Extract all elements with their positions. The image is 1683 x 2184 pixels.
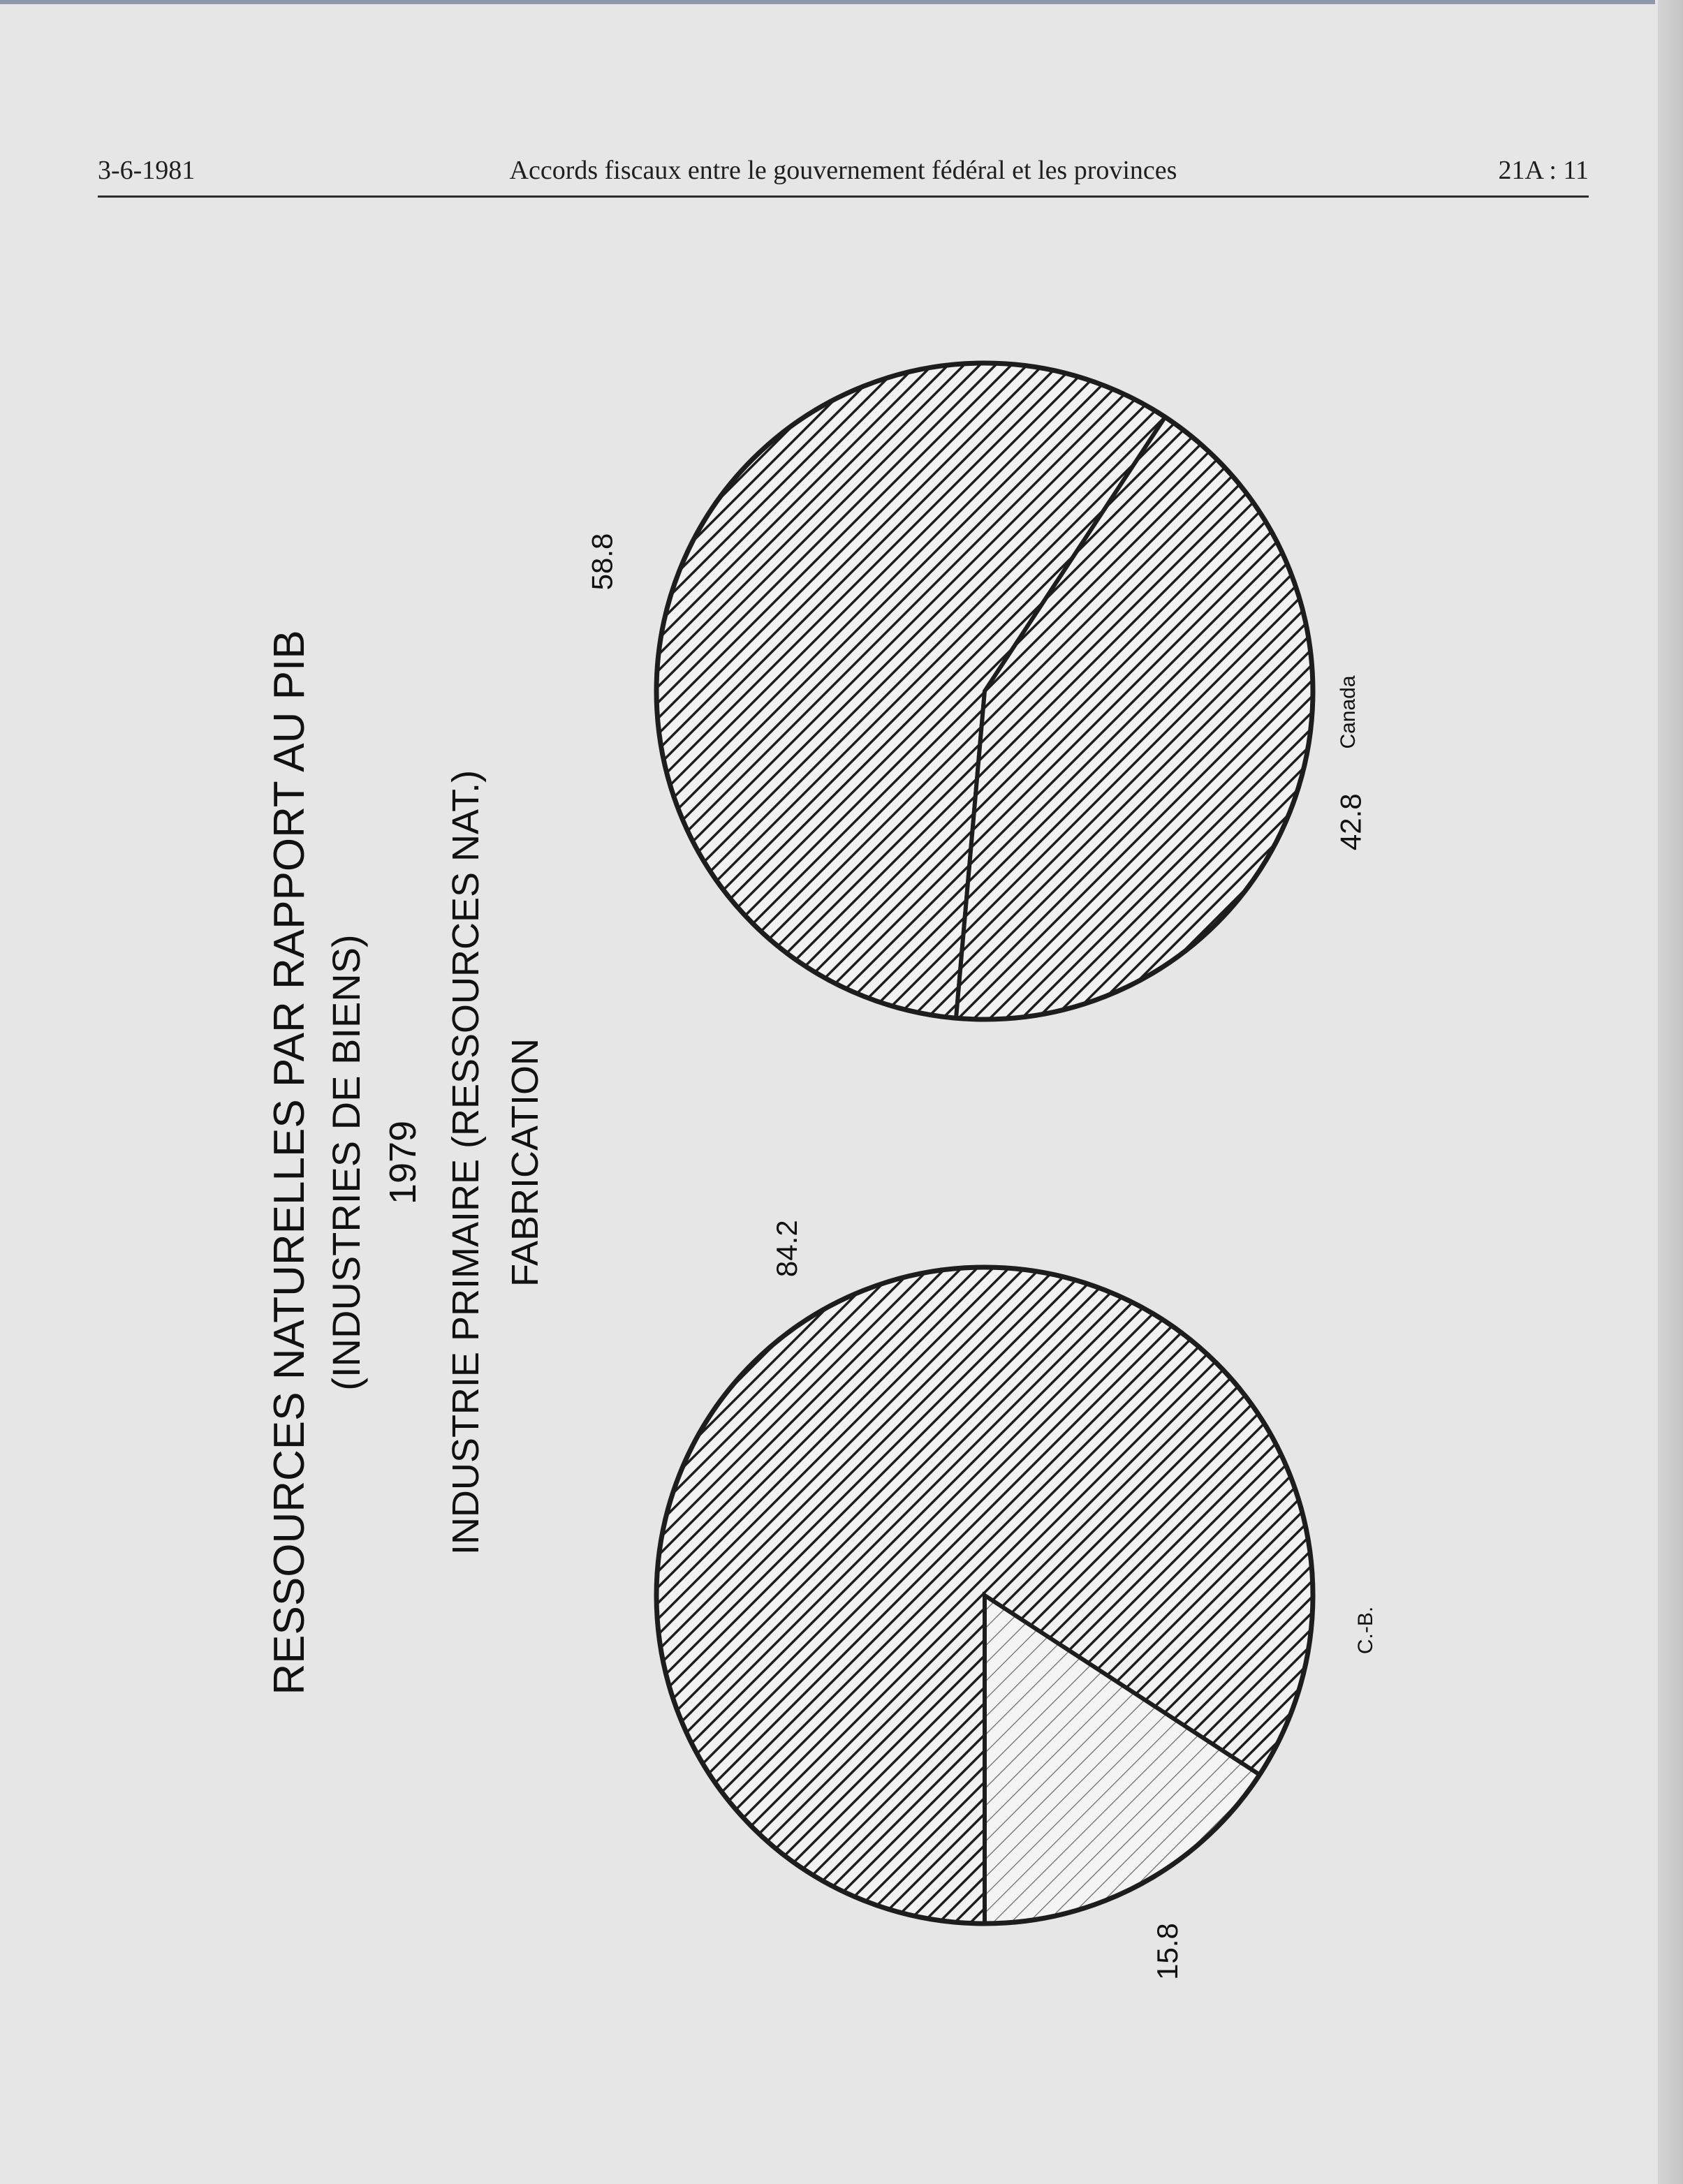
pie-cb	[656, 1220, 1377, 1980]
chart-title: RESSOURCES NATURELLES PAR RAPPORT AU PIB	[265, 630, 314, 1695]
pie-label-0-0: 84.2	[770, 1220, 803, 1278]
rotated-chart-layer	[265, 363, 1377, 1980]
header-page-number: 21A : 11	[1498, 156, 1589, 185]
header-title: Accords fiscaux entre le gouvernement fédéral et les provinces	[509, 156, 1177, 185]
pie-location-label-0: C.-B.	[1354, 1606, 1377, 1655]
pie-label-1-0: 58.8	[585, 533, 619, 591]
chart-year: 1979	[382, 1120, 424, 1205]
pie-label-0-1: 15.8	[1151, 1923, 1184, 1980]
pie-location-label-1: Canada	[1337, 675, 1360, 749]
header-date: 3-6-1981	[98, 156, 196, 185]
legend-fabrication: FABRICATION	[504, 1038, 546, 1287]
pie-label-1-1: 42.8	[1334, 793, 1367, 851]
legend-primary: INDUSTRIE PRIMAIRE (RESSOURCES NAT.)	[445, 769, 487, 1556]
pie-canada	[585, 363, 1367, 1019]
chart-subtitle: (INDUSTRIES DE BIENS)	[324, 934, 368, 1391]
